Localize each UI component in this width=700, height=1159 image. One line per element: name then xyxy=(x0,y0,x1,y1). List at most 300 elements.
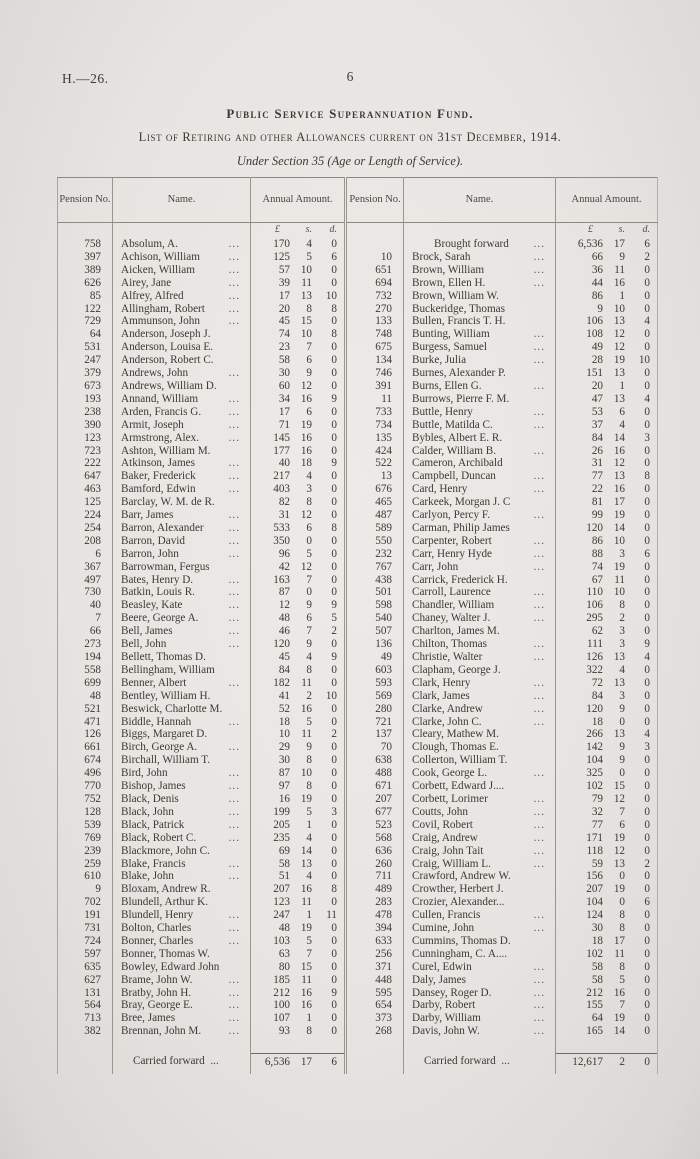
pounds-value: 48 xyxy=(278,612,290,625)
person-name: Cameron, Archibald xyxy=(412,457,503,470)
shillings-value: 12 xyxy=(300,560,312,573)
pounds-value: 84 xyxy=(591,689,603,702)
shillings-value: 1 xyxy=(619,289,625,302)
name-cell xyxy=(113,625,251,638)
pounds-value: 36 xyxy=(591,263,603,276)
name-cell xyxy=(113,432,251,445)
leader-dots: ... xyxy=(228,780,240,793)
pence-value: 0 xyxy=(331,702,337,715)
amount-cell xyxy=(251,328,346,341)
pence-value: 0 xyxy=(331,922,337,935)
pension-no-cell: 635 xyxy=(58,961,113,974)
leader-dots: ... xyxy=(228,934,240,947)
name-cell xyxy=(113,419,251,432)
shillings-value: 10 xyxy=(613,534,625,547)
table-row xyxy=(58,638,658,651)
pension-no-cell: 488 xyxy=(346,767,404,780)
amount-cell xyxy=(251,741,346,754)
person-name: Bishop, James xyxy=(121,780,186,793)
pension-no-cell: 724 xyxy=(58,935,113,948)
leader-dots: ... xyxy=(533,470,545,483)
table-row xyxy=(58,367,658,380)
table-row xyxy=(58,845,658,858)
table-row xyxy=(58,264,658,277)
name-cell xyxy=(113,290,251,303)
amount-cell xyxy=(251,496,346,509)
pension-no-cell: 438 xyxy=(346,574,404,587)
name-cell xyxy=(113,586,251,599)
amount-cell xyxy=(251,354,346,367)
pounds-value: 185 xyxy=(273,973,290,986)
pounds-value: 66 xyxy=(591,250,603,263)
name-cell xyxy=(404,290,556,303)
pence-value: 3 xyxy=(644,431,650,444)
pounds-value: 207 xyxy=(586,883,603,896)
pension-no-cell: 224 xyxy=(58,509,113,522)
table-row xyxy=(58,496,658,509)
pence-value: 0 xyxy=(644,780,650,793)
table-header xyxy=(58,178,658,223)
pence-value: 9 xyxy=(331,986,337,999)
pounds-value: 32 xyxy=(591,805,603,818)
person-name: Bellett, Thomas D. xyxy=(121,651,206,663)
name-cell xyxy=(113,341,251,354)
shillings-value: 8 xyxy=(306,302,312,315)
shillings-value: 3 xyxy=(619,625,625,638)
person-name: Craig, John Tait xyxy=(412,844,484,857)
leader-dots: ... xyxy=(228,405,240,418)
pounds-value: 51 xyxy=(278,870,290,883)
shillings-value: 13 xyxy=(300,289,312,302)
pension-no-cell: 260 xyxy=(346,858,404,871)
name-cell xyxy=(113,367,251,380)
name-cell xyxy=(113,457,251,470)
currency-header-right xyxy=(556,223,658,239)
pension-no-cell: 194 xyxy=(58,651,113,664)
pounds-value: 86 xyxy=(591,534,603,547)
amount-cell xyxy=(251,457,346,470)
person-name: Burgess, Samuel xyxy=(412,341,487,354)
pension-no-cell: 66 xyxy=(58,625,113,638)
person-name: Chaney, Walter J. xyxy=(412,612,491,625)
person-name: Biddle, Hannah xyxy=(121,715,192,728)
table-row xyxy=(58,961,658,974)
person-name: Carlyon, Percy F. xyxy=(412,509,491,522)
amount-cell xyxy=(251,922,346,935)
leader-dots: ... xyxy=(533,586,545,599)
amount-cell xyxy=(556,290,658,303)
pounds-value: 48 xyxy=(278,922,290,935)
pence-value: 0 xyxy=(644,715,650,728)
pence-value: 0 xyxy=(644,922,650,935)
table-row xyxy=(58,987,658,1000)
pounds-value: 49 xyxy=(591,341,603,354)
person-name: Armstrong, Alex. xyxy=(121,431,199,444)
name-cell xyxy=(404,741,556,754)
pension-no-cell: 207 xyxy=(346,793,404,806)
leader-dots: ... xyxy=(228,638,240,651)
table-row xyxy=(58,728,658,741)
leader-dots: ... xyxy=(533,560,545,573)
person-name: Bolton, Charles xyxy=(121,922,192,935)
name-cell xyxy=(404,987,556,1000)
pence-value: 0 xyxy=(644,754,650,767)
pension-no-cell: 487 xyxy=(346,509,404,522)
amount-cell xyxy=(251,445,346,458)
pension-no-cell: 125 xyxy=(58,496,113,509)
pension-no-cell: 136 xyxy=(346,638,404,651)
pension-no-cell: 208 xyxy=(58,535,113,548)
name-cell xyxy=(404,651,556,664)
shillings-value: 13 xyxy=(613,728,625,741)
amount-cell xyxy=(556,445,658,458)
shillings-value: 7 xyxy=(306,625,312,638)
pounds-value: 82 xyxy=(278,496,290,509)
pounds-value: 84 xyxy=(278,663,290,676)
pounds-value: 120 xyxy=(586,702,603,715)
leader-dots: ... xyxy=(228,909,240,922)
pension-no-cell: 489 xyxy=(346,883,404,896)
name-cell xyxy=(113,264,251,277)
pension-no-cell: 676 xyxy=(346,483,404,496)
doc-reference: H.—26. xyxy=(62,71,109,86)
name-cell xyxy=(404,367,556,380)
pension-no-cell: 661 xyxy=(58,741,113,754)
shillings-value: 6 xyxy=(306,405,312,418)
shillings-value: 15 xyxy=(300,960,312,973)
pence-value: 0 xyxy=(331,715,337,728)
shillings-value: 9 xyxy=(619,754,625,767)
pension-no-cell: 752 xyxy=(58,793,113,806)
amount-cell xyxy=(251,690,346,703)
name-cell xyxy=(113,883,251,896)
amount-cell xyxy=(251,999,346,1012)
pence-value: 0 xyxy=(644,509,650,522)
pence-value: 4 xyxy=(644,315,650,328)
empty-cell xyxy=(556,1038,658,1048)
currency-header-row xyxy=(58,223,658,239)
pounds-value: 22 xyxy=(591,483,603,496)
person-name: Burrows, Pierre F. M. xyxy=(412,392,510,405)
pence-value: 0 xyxy=(331,547,337,560)
pence-value: 2 xyxy=(331,625,337,638)
person-name: Campbell, Duncan xyxy=(412,470,496,483)
table-row xyxy=(58,470,658,483)
header-pension-no-right: Pension No. xyxy=(346,178,404,223)
pence-value: 0 xyxy=(331,896,337,909)
leader-dots: ... xyxy=(533,702,545,715)
name-cell xyxy=(404,470,556,483)
pension-no-cell: 193 xyxy=(58,393,113,406)
amount-cell xyxy=(556,457,658,470)
pension-no-cell: 424 xyxy=(346,445,404,458)
name-cell xyxy=(404,664,556,677)
shillings-value: 19 xyxy=(613,354,625,367)
amount-cell xyxy=(556,858,658,871)
pence-value: 6 xyxy=(644,238,650,250)
leader-dots: ... xyxy=(228,805,240,818)
pounds-value: 99 xyxy=(591,509,603,522)
name-cell xyxy=(404,845,556,858)
pence-value: 4 xyxy=(644,728,650,741)
pension-no-cell: 222 xyxy=(58,457,113,470)
amount-cell xyxy=(251,767,346,780)
carried-forward-label-left xyxy=(113,1048,251,1074)
name-cell xyxy=(113,393,251,406)
pounds-value: 69 xyxy=(278,844,290,857)
name-cell xyxy=(113,522,251,535)
pounds-value: 295 xyxy=(586,612,603,625)
name-cell xyxy=(404,638,556,651)
leader-dots: ... xyxy=(533,960,545,973)
leader-dots: ... xyxy=(228,276,240,289)
table-row xyxy=(58,315,658,328)
amount-cell xyxy=(556,393,658,406)
name-cell xyxy=(113,858,251,871)
name-cell xyxy=(404,703,556,716)
leader-dots: ... xyxy=(228,509,240,522)
pension-no-cell: 638 xyxy=(346,754,404,767)
name-cell xyxy=(113,754,251,767)
name-cell xyxy=(113,819,251,832)
leader-dots: ... xyxy=(533,276,545,289)
table-row xyxy=(58,664,658,677)
name-cell xyxy=(113,690,251,703)
name-cell xyxy=(404,612,556,625)
name-cell xyxy=(113,1025,251,1038)
person-name: Clarke, John C. xyxy=(412,715,482,728)
empty-cell xyxy=(346,1048,404,1074)
pounds-value: 6,536 xyxy=(264,1056,290,1069)
pounds-value: 86 xyxy=(591,289,603,302)
shillings-value: 10 xyxy=(300,328,312,341)
pounds-value: 30 xyxy=(278,367,290,380)
pence-value: 0 xyxy=(644,367,650,380)
shillings-value: 2 xyxy=(619,612,625,625)
person-name: Bamford, Edwin xyxy=(121,483,196,496)
amount-cell xyxy=(556,238,658,251)
amount-cell xyxy=(251,806,346,819)
amount-cell xyxy=(251,754,346,767)
person-name: Benner, Albert xyxy=(121,676,187,689)
person-name: Bell, John xyxy=(121,638,167,651)
table-row xyxy=(58,599,658,612)
pension-no-cell: 122 xyxy=(58,303,113,316)
shillings-value: 13 xyxy=(300,857,312,870)
table-row xyxy=(58,741,658,754)
leader-dots: ... xyxy=(228,302,240,315)
shillings-value: 17 xyxy=(613,496,625,509)
shillings-value: 13 xyxy=(613,857,625,870)
pence-value: 0 xyxy=(644,496,650,509)
person-name: Christie, Walter xyxy=(412,651,483,663)
pounds-value: 163 xyxy=(273,573,290,586)
amount-cell xyxy=(556,987,658,1000)
leader-dots: ... xyxy=(533,986,545,999)
pounds-value: 72 xyxy=(591,676,603,689)
name-cell xyxy=(404,315,556,328)
name-cell xyxy=(113,922,251,935)
shillings-value: 17 xyxy=(613,934,625,947)
person-name: Barron, Alexander xyxy=(121,521,204,534)
table-row xyxy=(58,935,658,948)
leader-dots: ... xyxy=(533,418,545,431)
pension-no-cell: 589 xyxy=(346,522,404,535)
pence-value: 9 xyxy=(331,599,337,612)
table-row xyxy=(58,432,658,445)
amount-cell xyxy=(556,741,658,754)
pounds-value: 151 xyxy=(586,367,603,380)
leader-dots: ... xyxy=(228,792,240,805)
leader-dots: ... xyxy=(533,328,545,341)
name-cell xyxy=(113,716,251,729)
pence-value: 0 xyxy=(644,870,650,883)
amount-cell xyxy=(556,612,658,625)
name-cell xyxy=(404,999,556,1012)
leader-dots: ... xyxy=(533,238,545,250)
name-cell xyxy=(404,819,556,832)
pence-value: 0 xyxy=(644,676,650,689)
shillings-value: 3 xyxy=(619,638,625,651)
name-cell xyxy=(404,1012,556,1025)
amount-cell xyxy=(556,845,658,858)
pence-value: 0 xyxy=(644,883,650,896)
name-cell xyxy=(404,548,556,561)
shillings-value: 13 xyxy=(613,367,625,380)
pounds-value: 102 xyxy=(586,780,603,793)
person-name: Clough, Thomas E. xyxy=(412,741,499,754)
name-cell xyxy=(404,870,556,883)
name-cell xyxy=(113,612,251,625)
leader-dots: ... xyxy=(533,1012,545,1025)
person-name: Corbett, Lorimer xyxy=(412,792,488,805)
pence-value: 3 xyxy=(331,805,337,818)
pence-value: 0 xyxy=(644,483,650,496)
amount-cell xyxy=(251,625,346,638)
leader-dots: ... xyxy=(533,599,545,612)
pension-no-cell: 191 xyxy=(58,909,113,922)
shillings-value: 13 xyxy=(613,470,625,483)
shillings-value: 19 xyxy=(300,922,312,935)
person-name: Cummins, Thomas D. xyxy=(412,934,511,947)
pence-value: 0 xyxy=(331,560,337,573)
table-row xyxy=(58,419,658,432)
person-name: Birch, George A. xyxy=(121,741,198,754)
name-cell xyxy=(113,767,251,780)
table-row xyxy=(58,238,658,251)
empty-cell xyxy=(113,1038,251,1048)
person-name: Burnes, Alexander P. xyxy=(412,367,506,380)
name-cell xyxy=(113,896,251,909)
person-name: Black, Patrick xyxy=(121,818,185,831)
pounds-value: 88 xyxy=(591,547,603,560)
leader-dots: ... xyxy=(533,638,545,651)
pence-value: 0 xyxy=(331,379,337,392)
shillings-value: 16 xyxy=(613,986,625,999)
pension-no-cell: 654 xyxy=(346,999,404,1012)
person-name: Black, John xyxy=(121,805,174,818)
shillings-value: 19 xyxy=(613,883,625,896)
amount-cell xyxy=(556,470,658,483)
person-name: Bree, James xyxy=(121,1012,176,1025)
pence-value: 0 xyxy=(644,379,650,392)
amount-cell xyxy=(556,367,658,380)
pounds-value: 106 xyxy=(586,599,603,612)
pension-no-cell: 732 xyxy=(346,290,404,303)
shillings-value: 16 xyxy=(300,986,312,999)
person-name: Corbett, Edward J.... xyxy=(412,780,505,793)
pension-table xyxy=(57,177,658,1074)
pounds-value: 87 xyxy=(278,767,290,780)
table-row xyxy=(58,445,658,458)
pounds-value: 108 xyxy=(586,328,603,341)
person-name: Ammunson, John xyxy=(121,315,200,328)
pounds-value: 104 xyxy=(586,896,603,909)
person-name: Ashton, William M. xyxy=(121,444,211,457)
shillings-value: 10 xyxy=(613,302,625,315)
empty-cell xyxy=(58,1038,113,1048)
person-name: Beswick, Charlotte M. xyxy=(121,702,223,715)
leader-dots: ... xyxy=(228,289,240,302)
person-name: Davis, John W. xyxy=(412,1025,480,1038)
leader-dots: ... xyxy=(533,405,545,418)
carried-forward-label-right xyxy=(404,1048,556,1074)
amount-cell xyxy=(251,264,346,277)
pension-no-cell: 133 xyxy=(346,315,404,328)
name-cell xyxy=(404,961,556,974)
shillings-value: 8 xyxy=(619,960,625,973)
amount-cell xyxy=(556,264,658,277)
pence-value: 2 xyxy=(644,250,650,263)
shillings-value: 5 xyxy=(306,250,312,263)
leader-dots: ... xyxy=(228,521,240,534)
pounds-value: 20 xyxy=(591,379,603,392)
pence-value: 0 xyxy=(644,612,650,625)
shillings-value: 4 xyxy=(306,470,312,483)
shillings-value: 16 xyxy=(300,883,312,896)
pounds-value: 58 xyxy=(591,960,603,973)
table-row xyxy=(58,522,658,535)
shillings-value: 16 xyxy=(613,276,625,289)
pence-value: 10 xyxy=(638,354,650,367)
person-name: Anderson, Robert C. xyxy=(121,354,214,367)
amount-cell xyxy=(556,548,658,561)
pension-no-cell: 501 xyxy=(346,586,404,599)
amount-cell xyxy=(556,509,658,522)
shillings-value: 16 xyxy=(300,702,312,715)
shillings-value: 13 xyxy=(613,315,625,328)
name-cell xyxy=(404,1025,556,1038)
leader-dots: ... xyxy=(533,973,545,986)
pension-no-cell: 746 xyxy=(346,367,404,380)
person-name: Annand, William xyxy=(121,392,199,405)
pence-value: 10 xyxy=(325,289,337,302)
amount-cell xyxy=(556,638,658,651)
name-cell xyxy=(404,522,556,535)
shillings-value: 9 xyxy=(306,599,312,612)
table-row xyxy=(58,819,658,832)
amount-cell xyxy=(556,664,658,677)
pounds-value: 71 xyxy=(278,418,290,431)
name-cell xyxy=(404,754,556,767)
amount-cell xyxy=(556,586,658,599)
leader-dots: ... xyxy=(228,315,240,328)
pension-no-cell: 730 xyxy=(58,586,113,599)
pence-value: 0 xyxy=(644,625,650,638)
shillings-value: 6 xyxy=(306,612,312,625)
pence-value: 0 xyxy=(331,573,337,586)
name-cell xyxy=(404,935,556,948)
